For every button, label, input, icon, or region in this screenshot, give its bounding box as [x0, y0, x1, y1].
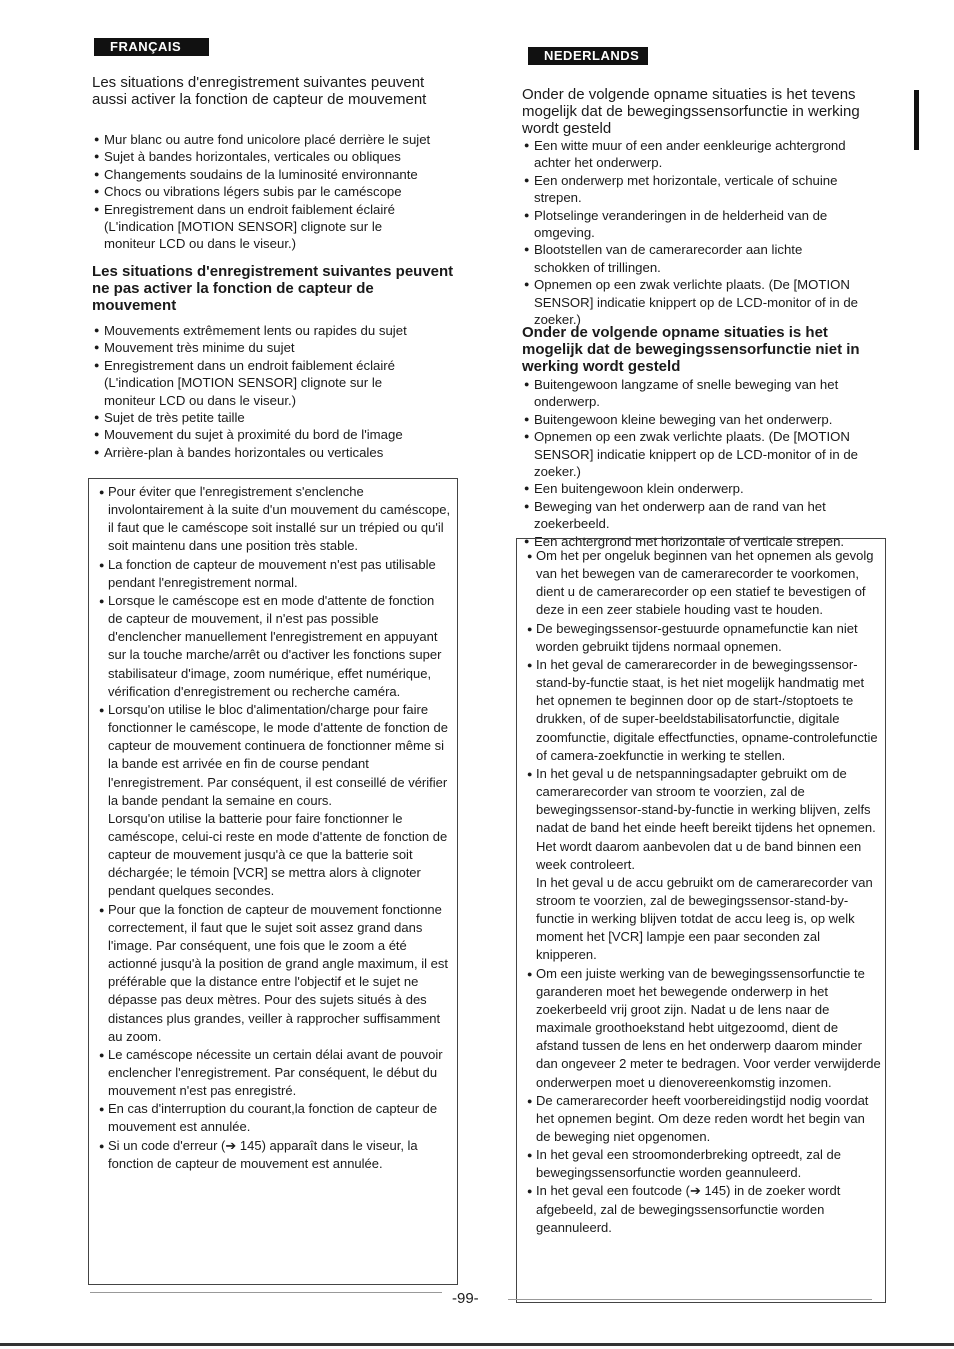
section-tab-marker: [914, 90, 919, 150]
list-item: ● Blootstellen van de camerarecorder aan lichte schokken of trillingen.: [524, 241, 834, 276]
list-item: ● Een buitengewoon klein onderwerp.: [524, 480, 884, 497]
note-item: ● En cas d'interruption du courant,la fonction de capteur de mouvement est annulée.: [99, 1100, 451, 1136]
note-item: ● Om het per ongeluk beginnen van het opnemen als gevolg van het bewegen van de camerarecorder te voorkomen, dient u de camerarecorder op een statief te bevestigen of deze in een zeer stabiele houding vast te houden.: [527, 547, 881, 620]
divider-right: [508, 1299, 872, 1300]
dutch-heading-2: Onder de volgende opname situaties is het mogelijk dat de bewegingssensorfunctie niet in werking wordt gesteld: [522, 324, 860, 375]
list-item: ● Sujet de très petite taille: [94, 409, 466, 426]
french-list-1: [94, 131, 466, 253]
list-item: ● Mouvement très minime du sujet: [94, 339, 466, 356]
dutch-heading-1: Onder de volgende opname situaties is het tevens mogelijk dat de bewegingssensorfunctie in werking wordt gesteld: [522, 86, 860, 137]
dutch-list-1: [524, 137, 882, 328]
note-item: ● In het geval een stroomonderbreking optreedt, zal de bewegingssensorfunctie worden geannuleerd.: [527, 1146, 881, 1182]
list-item: ● Buitengewoon kleine beweging van het onderwerp.: [524, 411, 884, 428]
list-item: ● Chocs ou vibrations légers subis par le caméscope: [94, 183, 466, 200]
language-label-french: FRANÇAIS: [94, 38, 209, 56]
dutch-notes-box: [516, 538, 886, 1303]
divider-left: [90, 1292, 442, 1293]
list-item: ● Opnemen op een zwak verlichte plaats. (De [MOTION SENSOR] indicatie knippert op de LCD-monitor of in de zoeker.): [524, 428, 884, 480]
note-item: ● De bewegingssensor-gestuurde opnamefunctie kan niet worden gebruikt tijdens normaal opnemen.: [527, 620, 881, 656]
note-item: ● De camerarecorder heeft voorbereidingstijd nodig voordat het opnemen begint. Om deze reden wordt het begin van de beweging niet opgenomen.: [527, 1092, 881, 1146]
note-item: ● Pour éviter que l'enregistrement s'enclenche involontairement à la suite d'un mouvement du caméscope, il faut que le caméscope soit installé sur un trépied ou qu'il soit maintenu dans une position très stable.: [99, 483, 451, 556]
list-item: ● Een achtergrond met horizontale of verticale strepen.: [524, 533, 884, 550]
note-item: ● Lorsque le caméscope est en mode d'attente de fonction de capteur de mouvement, il n'est pas possible d'enclencher manuellement l'enregistrement en appuyant sur la touche marche/arrêt ou d'activer les fonctions super stabilisateur d'image, zoom numérique, effet numérique, vérification d'enregistrement ou recherche caméra.: [99, 592, 451, 701]
list-item: ● Mouvement du sujet à proximité du bord de l'image: [94, 426, 466, 443]
dutch-list-2: [524, 376, 884, 550]
french-heading-2: Les situations d'enregistrement suivantes peuvent ne pas activer la fonction de capteur de mouvement: [92, 263, 454, 314]
list-item: ● Changements soudains de la luminosité environnante: [94, 166, 466, 183]
list-item: ● Mouvements extrêmement lents ou rapides du sujet: [94, 322, 466, 339]
note-item: ● Om een juiste werking van de bewegingssensorfunctie te garanderen moet het bewegende onderwerp in het zoekerbeeld vrij groot zijn. Nadat u de lens naar de maximale groothoekstand hebt uitgezoomd, dient de afstand tussen de lens en het onderwerp daarom minder dan ongeveer 2 meter te bedragen. Voor verder verwijderde onderwerpen moet u dienovereenkomstig inzomen.: [527, 965, 881, 1092]
note-item: ● Lorsqu'on utilise le bloc d'alimentation/charge pour faire fonctionner le caméscope, le mode d'attente de fonction de capteur de mouvement continuera de fonctionner même si la bande est arrivée en fin de course pendant l'enregistrement. Par conséquent, il est conseillé de vérifier la bande pendant la semaine en cours.: [99, 701, 451, 810]
list-item: ● Mur blanc ou autre fond unicolore placé derrière le sujet: [94, 131, 466, 148]
list-item: ● Enregistrement dans un endroit faiblement éclairé (L'indication [MOTION SENSOR] clignote sur le moniteur LCD ou dans le viseur.): [94, 201, 432, 253]
note-item: ● In het geval de camerarecorder in de bewegingssensor-stand-by-functie staat, is het niet mogelijk handmatig met het opnemen te beginnen door op de start-/stoptoets te drukken, of de super-beeldstabilisatorfunctie, digitale zoomfunctie, digitale effectfuncties, opname-controlefunctie of camera-zoekfunctie in werking te stellen.: [527, 656, 881, 765]
note-continuation: In het geval u de accu gebruikt om de camerarecorder van stroom te voorzien, zal de bewegingssensor-stand-by-functie in werking blijven totdat de accu leeg is, op welk moment het [VCR] lampje een paar seconden zal knipperen.: [536, 874, 873, 963]
list-item: ● Sujet à bandes horizontales, verticales ou obliques: [94, 148, 466, 165]
note-item: ● In het geval u de netspanningsadapter gebruikt om de camerarecorder van stroom te voorzien, zal de bewegingssensor-stand-by-functie in werking blijven, zelfs nadat de band het einde heeft bereikt tijdens het opnemen. Het wordt daarom aanbevolen dat u de band binnen een week controleert.: [527, 765, 881, 874]
note-item: ● Le caméscope nécessite un certain délai avant de pouvoir enclencher l'enregistrement. Par conséquent, le début du mouvement n'est pas enregistré.: [99, 1046, 451, 1100]
list-item: ● Opnemen op een zwak verlichte plaats. (De [MOTION SENSOR] indicatie knippert op de LCD-monitor of in de zoeker.): [524, 276, 882, 328]
footer-rule: [0, 1343, 954, 1346]
list-item: ● Buitengewoon langzame of snelle beweging van het onderwerp.: [524, 376, 884, 411]
list-item: ● Plotselinge veranderingen in de helderheid van de omgeving.: [524, 207, 882, 242]
note-item: ● Pour que la fonction de capteur de mouvement fonctionne correctement, il faut que le sujet soit assez grand dans l'image. Par conséquent, une fois que le zoom a été actionné jusqu'à la position de grand angle maximum, il est préférable que la distance entre l'objectif et le sujet ne dépasse pas deux mètres. Pour des sujets situés à des distances plus grandes, veiller à rapprocher suffisamment au zoom.: [99, 901, 451, 1046]
note-item: ● In het geval een foutcode (➔ 145) in de zoeker wordt afgebeeld, zal de bewegingssensorfunctie worden geannuleerd.: [527, 1182, 881, 1236]
list-item: ● Een witte muur of een ander eenkleurige achtergrond achter het onderwerp.: [524, 137, 882, 172]
list-item: ● Arrière-plan à bandes horizontales ou verticales: [94, 444, 466, 461]
list-item: ● Enregistrement dans un endroit faiblement éclairé (L'indication [MOTION SENSOR] clignote sur le moniteur LCD ou dans le viseur.): [94, 357, 432, 409]
note-item: ● La fonction de capteur de mouvement n'est pas utilisable pendant l'enregistrement normal.: [99, 556, 451, 592]
french-notes-box: [88, 478, 458, 1285]
list-item: ● Een onderwerp met horizontale, verticale of schuine strepen.: [524, 172, 854, 207]
french-list-2: [94, 322, 466, 461]
note-item: ● Si un code d'erreur (➔ 145) apparaît dans le viseur, la fonction de capteur de mouvement est annulée.: [99, 1137, 451, 1173]
french-heading-1: Les situations d'enregistrement suivantes peuvent aussi activer la fonction de capteur de mouvement: [92, 74, 427, 108]
page-number: -99-: [452, 1290, 479, 1307]
list-item: ● Beweging van het onderwerp aan de rand van het zoekerbeeld.: [524, 498, 864, 533]
note-continuation: Lorsqu'on utilise la batterie pour faire fonctionner le caméscope, celui-ci reste en mode d'attente de fonction de capteur de mouvement jusqu'à ce que la batterie soit déchargée; le témoin [VCR] se mettra alors à clignoter pendant quelques secondes.: [108, 810, 448, 899]
language-label-dutch: NEDERLANDS: [528, 47, 648, 65]
